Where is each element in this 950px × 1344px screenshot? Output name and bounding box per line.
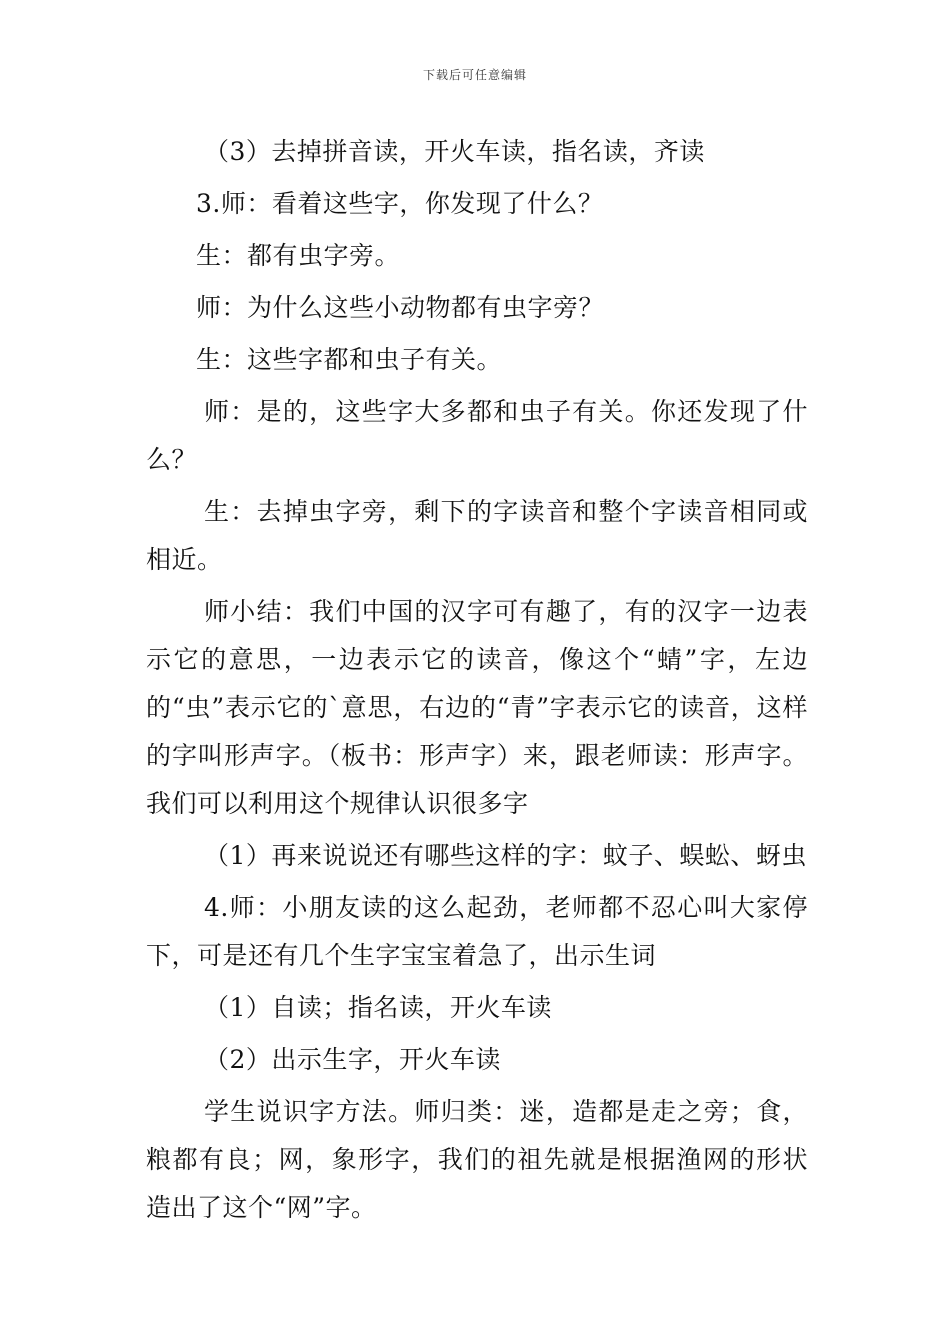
paragraph-5: 生：这些字都和虫子有关。 xyxy=(196,345,503,374)
paragraph-6: 师：是的，这些字大多都和虫子有关。你还发现了什么？ xyxy=(146,397,808,474)
paragraph-7: 生：去掉虫字旁，剩下的字读音和整个字读音相同或相近。 xyxy=(146,497,808,574)
paragraph-3: 生：都有虫字旁。 xyxy=(196,241,401,270)
paragraph-11: （1）自读；指名读，开火车读 xyxy=(204,993,552,1022)
paragraph-1: （3）去掉拼音读，开火车读，指名读，齐读 xyxy=(204,137,705,166)
paragraph-13: 学生说识字方法。师归类：迷，造都是走之旁；食，粮都有良；网，象形字，我们的祖先就是根据渔网的形状造出了这个“网”字。 xyxy=(146,1097,808,1222)
paragraph-2: 3.师：看着这些字，你发现了什么？ xyxy=(196,189,604,218)
document-body xyxy=(146,128,808,1236)
paragraph-10: 4.师：小朋友读的这么起劲，老师都不忍心叫大家停下，可是还有几个生字宝宝着急了，出示生词 xyxy=(146,893,808,970)
paragraph-12: （2）出示生字，开火车读 xyxy=(204,1045,501,1074)
page-header: 下载后可任意编辑 xyxy=(422,68,527,82)
paragraph-4: 师：为什么这些小动物都有虫字旁？ xyxy=(196,293,605,322)
paragraph-9: （1）再来说说还有哪些这样的字：蚊子、蜈蚣、蚜虫 xyxy=(204,841,807,870)
paragraph-8: 师小结：我们中国的汉字可有趣了，有的汉字一边表示它的意思，一边表示它的读音，像这个“蜻”字，左边的“虫”表示它的`意思，右边的“青”字表示它的读音，这样的字叫形声字。（板书：形声字）来，跟老师读：形声字。我们可以利用这个规律认识很多字 xyxy=(146,597,808,818)
